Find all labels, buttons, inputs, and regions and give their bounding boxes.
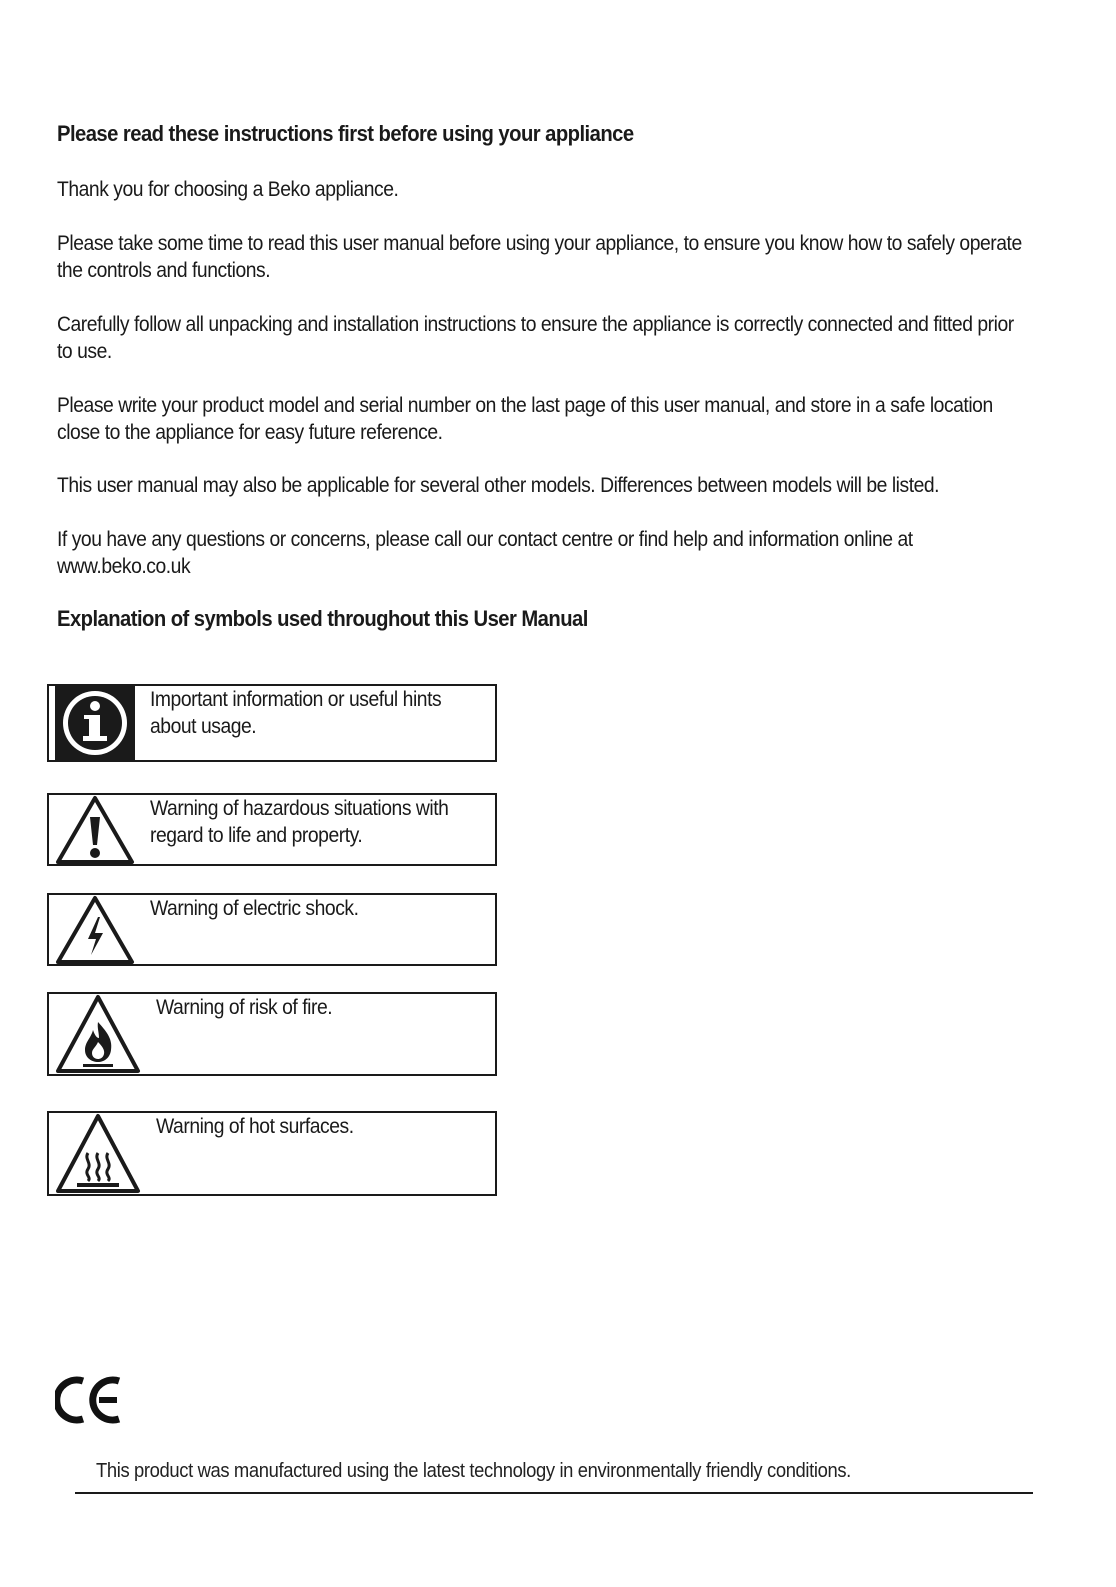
paragraph-contact: If you have any questions or concerns, please call our contact centre or find help and information online at www.beko.co.uk (57, 528, 913, 578)
ce-mark-icon (55, 1375, 125, 1425)
symbol-info-text: Important information or useful hints about usage. (150, 688, 442, 738)
symbol-fire-text: Warning of risk of fire. (156, 996, 333, 1019)
footer-divider (75, 1492, 1033, 1494)
footer-statement: This product was manufactured using the latest technology in environmentally friendly conditions. (96, 1460, 851, 1482)
intro-heading: Please read these instructions first before using your appliance (57, 121, 634, 146)
symbol-row-warning (47, 793, 497, 866)
paragraph-read-manual: Please take some time to read this user manual before using your appliance, to ensure you know how to safely operate the controls and functions. (57, 232, 1022, 282)
symbol-row-hot (47, 1111, 497, 1196)
symbol-electric-text: Warning of electric shock. (150, 897, 359, 920)
symbol-row-info (47, 684, 497, 762)
symbol-row-electric (47, 893, 497, 966)
symbol-hot-text: Warning of hot surfaces. (156, 1115, 354, 1138)
paragraph-other-models: This user manual may also be applicable for several other models. Differences between models will be listed. (57, 474, 940, 497)
symbols-heading: Explanation of symbols used throughout this User Manual (57, 606, 588, 631)
electric-shock-icon (55, 895, 135, 965)
hot-surface-icon (55, 1113, 141, 1194)
paragraph-thanks: Thank you for choosing a Beko appliance. (57, 178, 399, 201)
paragraph-installation: Carefully follow all unpacking and installation instructions to ensure the appliance is correctly connected and fitted prior to use. (57, 313, 1014, 363)
symbol-row-fire (47, 992, 497, 1076)
fire-icon (55, 994, 141, 1074)
info-icon (55, 686, 135, 760)
exclamation-warning-icon (55, 795, 135, 865)
paragraph-serial-number: Please write your product model and serial number on the last page of this user manual, and store in a safe location close to the appliance for easy future reference. (57, 394, 993, 444)
symbol-warning-text: Warning of hazardous situations with regard to life and property. (150, 797, 449, 847)
